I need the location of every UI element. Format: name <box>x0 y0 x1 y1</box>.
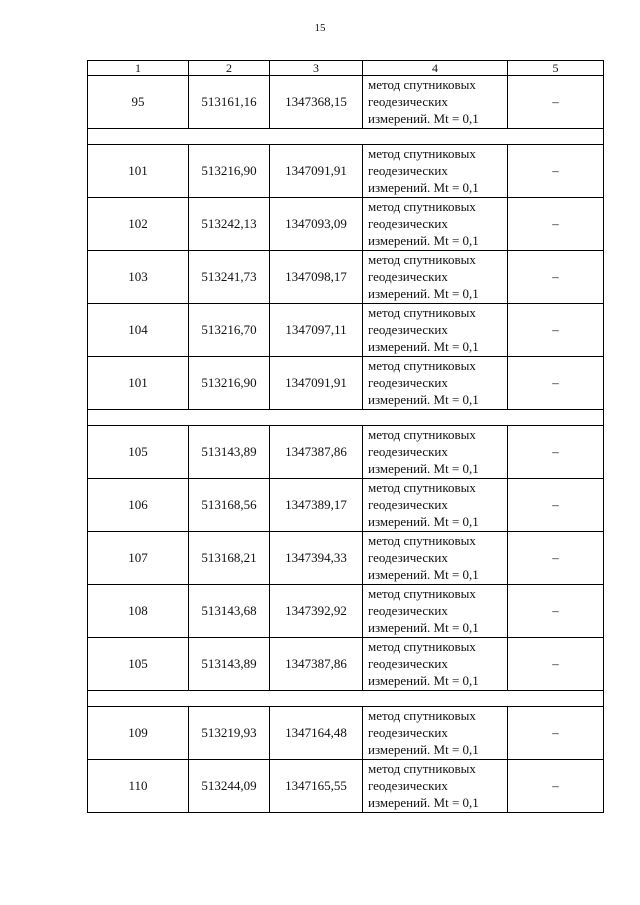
header-row <box>88 61 604 76</box>
remark-cell: – <box>508 479 604 532</box>
method-text-line: геодезических <box>368 375 448 390</box>
table-row <box>88 145 604 198</box>
method-cell <box>363 532 508 585</box>
point-number-cell: 104 <box>88 304 189 357</box>
method-text-line: геодезических <box>368 163 448 178</box>
method-text-line: геодезических <box>368 778 448 793</box>
point-number-cell: 103 <box>88 251 189 304</box>
method-text-line: геодезических <box>368 322 448 337</box>
method-text-line: измерений. Mt = 0,1 <box>368 180 479 195</box>
x-coordinate-cell: 513216,70 <box>189 304 270 357</box>
table-row <box>88 76 604 129</box>
separator-cell <box>88 129 604 145</box>
y-coordinate-cell: 1347165,55 <box>270 760 363 813</box>
method-cell <box>363 585 508 638</box>
method-cell <box>363 760 508 813</box>
method-text-line: геодезических <box>368 444 448 459</box>
method-text-line: метод спутниковых <box>368 761 476 776</box>
point-number-cell: 106 <box>88 479 189 532</box>
point-number-cell: 101 <box>88 357 189 410</box>
x-coordinate-cell: 513168,56 <box>189 479 270 532</box>
table-row <box>88 198 604 251</box>
x-coordinate-cell: 513143,89 <box>189 426 270 479</box>
point-number-cell: 110 <box>88 760 189 813</box>
point-number-cell: 102 <box>88 198 189 251</box>
point-number-cell: 95 <box>88 76 189 129</box>
remark-cell: – <box>508 760 604 813</box>
table-row <box>88 638 604 691</box>
x-coordinate-cell: 513216,90 <box>189 145 270 198</box>
method-text-line: геодезических <box>368 269 448 284</box>
method-text-line: измерений. Mt = 0,1 <box>368 111 479 126</box>
point-number-cell: 109 <box>88 707 189 760</box>
method-text-line: геодезических <box>368 656 448 671</box>
table-row <box>88 707 604 760</box>
method-cell <box>363 638 508 691</box>
x-coordinate-cell: 513219,93 <box>189 707 270 760</box>
method-cell <box>363 76 508 129</box>
method-text-line: измерений. Mt = 0,1 <box>368 233 479 248</box>
y-coordinate-cell: 1347387,86 <box>270 426 363 479</box>
table-row <box>88 585 604 638</box>
method-text-line: измерений. Mt = 0,1 <box>368 742 479 757</box>
remark-cell: – <box>508 76 604 129</box>
y-coordinate-cell: 1347093,09 <box>270 198 363 251</box>
remark-cell: – <box>508 198 604 251</box>
table-row <box>88 760 604 813</box>
method-text-line: геодезических <box>368 497 448 512</box>
x-coordinate-cell: 513143,68 <box>189 585 270 638</box>
separator-cell <box>88 410 604 426</box>
column-header-1: 1 <box>88 61 189 76</box>
method-text-line: измерений. Mt = 0,1 <box>368 461 479 476</box>
remark-cell: – <box>508 585 604 638</box>
table-row <box>88 479 604 532</box>
y-coordinate-cell: 1347097,11 <box>270 304 363 357</box>
method-text-line: метод спутниковых <box>368 708 476 723</box>
method-text-line: метод спутниковых <box>368 586 476 601</box>
page-number: 15 <box>314 22 326 34</box>
method-cell <box>363 251 508 304</box>
method-text-line: измерений. Mt = 0,1 <box>368 567 479 582</box>
method-text-line: измерений. Mt = 0,1 <box>368 620 479 635</box>
method-text-line: метод спутниковых <box>368 639 476 654</box>
table-row <box>88 532 604 585</box>
y-coordinate-cell: 1347098,17 <box>270 251 363 304</box>
method-cell <box>363 145 508 198</box>
table-row <box>88 251 604 304</box>
method-text-line: измерений. Mt = 0,1 <box>368 286 479 301</box>
remark-cell: – <box>508 304 604 357</box>
method-text-line: метод спутниковых <box>368 358 476 373</box>
separator-cell <box>88 691 604 707</box>
y-coordinate-cell: 1347368,15 <box>270 76 363 129</box>
remark-cell: – <box>508 638 604 691</box>
table-row <box>88 357 604 410</box>
method-cell <box>363 198 508 251</box>
method-text-line: метод спутниковых <box>368 199 476 214</box>
table-row <box>88 304 604 357</box>
method-text-line: геодезических <box>368 550 448 565</box>
method-text-line: метод спутниковых <box>368 305 476 320</box>
method-text-line: измерений. Mt = 0,1 <box>368 673 479 688</box>
remark-cell: – <box>508 426 604 479</box>
block-separator-row <box>88 129 604 145</box>
point-number-cell: 107 <box>88 532 189 585</box>
column-header-5: 5 <box>508 61 604 76</box>
coordinates-table <box>87 60 604 813</box>
method-text-line: измерений. Mt = 0,1 <box>368 392 479 407</box>
y-coordinate-cell: 1347389,17 <box>270 479 363 532</box>
x-coordinate-cell: 513161,16 <box>189 76 270 129</box>
remark-cell: – <box>508 145 604 198</box>
method-text-line: метод спутниковых <box>368 252 476 267</box>
x-coordinate-cell: 513143,89 <box>189 638 270 691</box>
method-text-line: метод спутниковых <box>368 480 476 495</box>
remark-cell: – <box>508 357 604 410</box>
method-cell <box>363 426 508 479</box>
remark-cell: – <box>508 707 604 760</box>
method-text-line: измерений. Mt = 0,1 <box>368 795 479 810</box>
y-coordinate-cell: 1347394,33 <box>270 532 363 585</box>
method-text-line: геодезических <box>368 216 448 231</box>
point-number-cell: 101 <box>88 145 189 198</box>
block-separator-row <box>88 410 604 426</box>
method-text-line: метод спутниковых <box>368 77 476 92</box>
method-text-line: измерений. Mt = 0,1 <box>368 339 479 354</box>
y-coordinate-cell: 1347091,91 <box>270 145 363 198</box>
y-coordinate-cell: 1347164,48 <box>270 707 363 760</box>
method-text-line: измерений. Mt = 0,1 <box>368 514 479 529</box>
x-coordinate-cell: 513242,13 <box>189 198 270 251</box>
method-cell <box>363 707 508 760</box>
point-number-cell: 105 <box>88 638 189 691</box>
y-coordinate-cell: 1347387,86 <box>270 638 363 691</box>
block-separator-row <box>88 691 604 707</box>
method-text-line: геодезических <box>368 603 448 618</box>
method-text-line: метод спутниковых <box>368 427 476 442</box>
column-header-2: 2 <box>189 61 270 76</box>
method-text-line: метод спутниковых <box>368 533 476 548</box>
method-cell <box>363 304 508 357</box>
y-coordinate-cell: 1347392,92 <box>270 585 363 638</box>
x-coordinate-cell: 513241,73 <box>189 251 270 304</box>
method-cell <box>363 479 508 532</box>
remark-cell: – <box>508 251 604 304</box>
column-header-3: 3 <box>270 61 363 76</box>
table-row <box>88 426 604 479</box>
remark-cell: – <box>508 532 604 585</box>
point-number-cell: 105 <box>88 426 189 479</box>
point-number-cell: 108 <box>88 585 189 638</box>
method-text-line: геодезических <box>368 94 448 109</box>
table-body <box>88 76 604 813</box>
method-text-line: геодезических <box>368 725 448 740</box>
x-coordinate-cell: 513168,21 <box>189 532 270 585</box>
y-coordinate-cell: 1347091,91 <box>270 357 363 410</box>
method-cell <box>363 357 508 410</box>
method-text-line: метод спутниковых <box>368 146 476 161</box>
x-coordinate-cell: 513216,90 <box>189 357 270 410</box>
column-header-4: 4 <box>363 61 508 76</box>
x-coordinate-cell: 513244,09 <box>189 760 270 813</box>
